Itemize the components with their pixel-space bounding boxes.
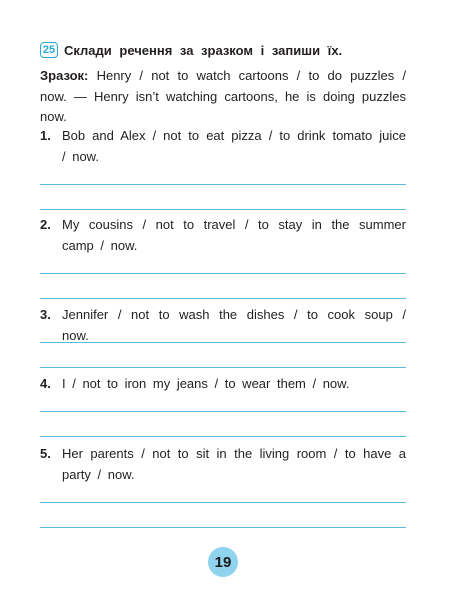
exercise-item-1 [40, 126, 406, 167]
item-prompt: My cousins / not to travel / to stay in the summer camp / now. [62, 217, 406, 253]
item-number: 3. [40, 307, 51, 322]
item-prompt: I / not to iron my jeans / to wear them / now. [62, 376, 350, 391]
answer-line[interactable] [40, 298, 406, 299]
example-label: Зразок: [40, 68, 89, 83]
item-prompt: Her parents / not to sit in the living room / to have a party / now. [62, 446, 406, 482]
exercise-item-2 [40, 215, 406, 256]
exercise-item-4 [40, 374, 406, 395]
answer-line[interactable] [40, 209, 406, 210]
page-number-badge: 19 [208, 547, 238, 577]
answer-line[interactable] [40, 502, 406, 503]
answer-line[interactable] [40, 273, 406, 274]
answer-line[interactable] [40, 367, 406, 368]
answer-line[interactable] [40, 342, 406, 343]
exercise-item-3 [40, 305, 406, 346]
item-number: 2. [40, 217, 51, 232]
exercise-item-5 [40, 444, 406, 485]
item-number: 5. [40, 446, 51, 461]
answer-line[interactable] [40, 184, 406, 185]
item-prompt: Jennifer / not to wash the dishes / to cook soup / now. [62, 307, 406, 343]
answer-line[interactable] [40, 436, 406, 437]
task-title: Склади речення за зразком і запиши їх. [64, 42, 343, 58]
item-number: 4. [40, 376, 51, 391]
example-text: Henry / not to watch cartoons / to do puzzles / now. — Henry isn’t watching cartoons, he is doing puzzles now. [40, 68, 406, 124]
task-number-badge: 25 [40, 42, 58, 58]
task-header [40, 42, 342, 58]
item-number: 1. [40, 128, 51, 143]
answer-line[interactable] [40, 411, 406, 412]
example-block [40, 66, 406, 128]
answer-line[interactable] [40, 527, 406, 528]
item-prompt: Bob and Alex / not to eat pizza / to drink tomato juice / now. [62, 128, 406, 164]
